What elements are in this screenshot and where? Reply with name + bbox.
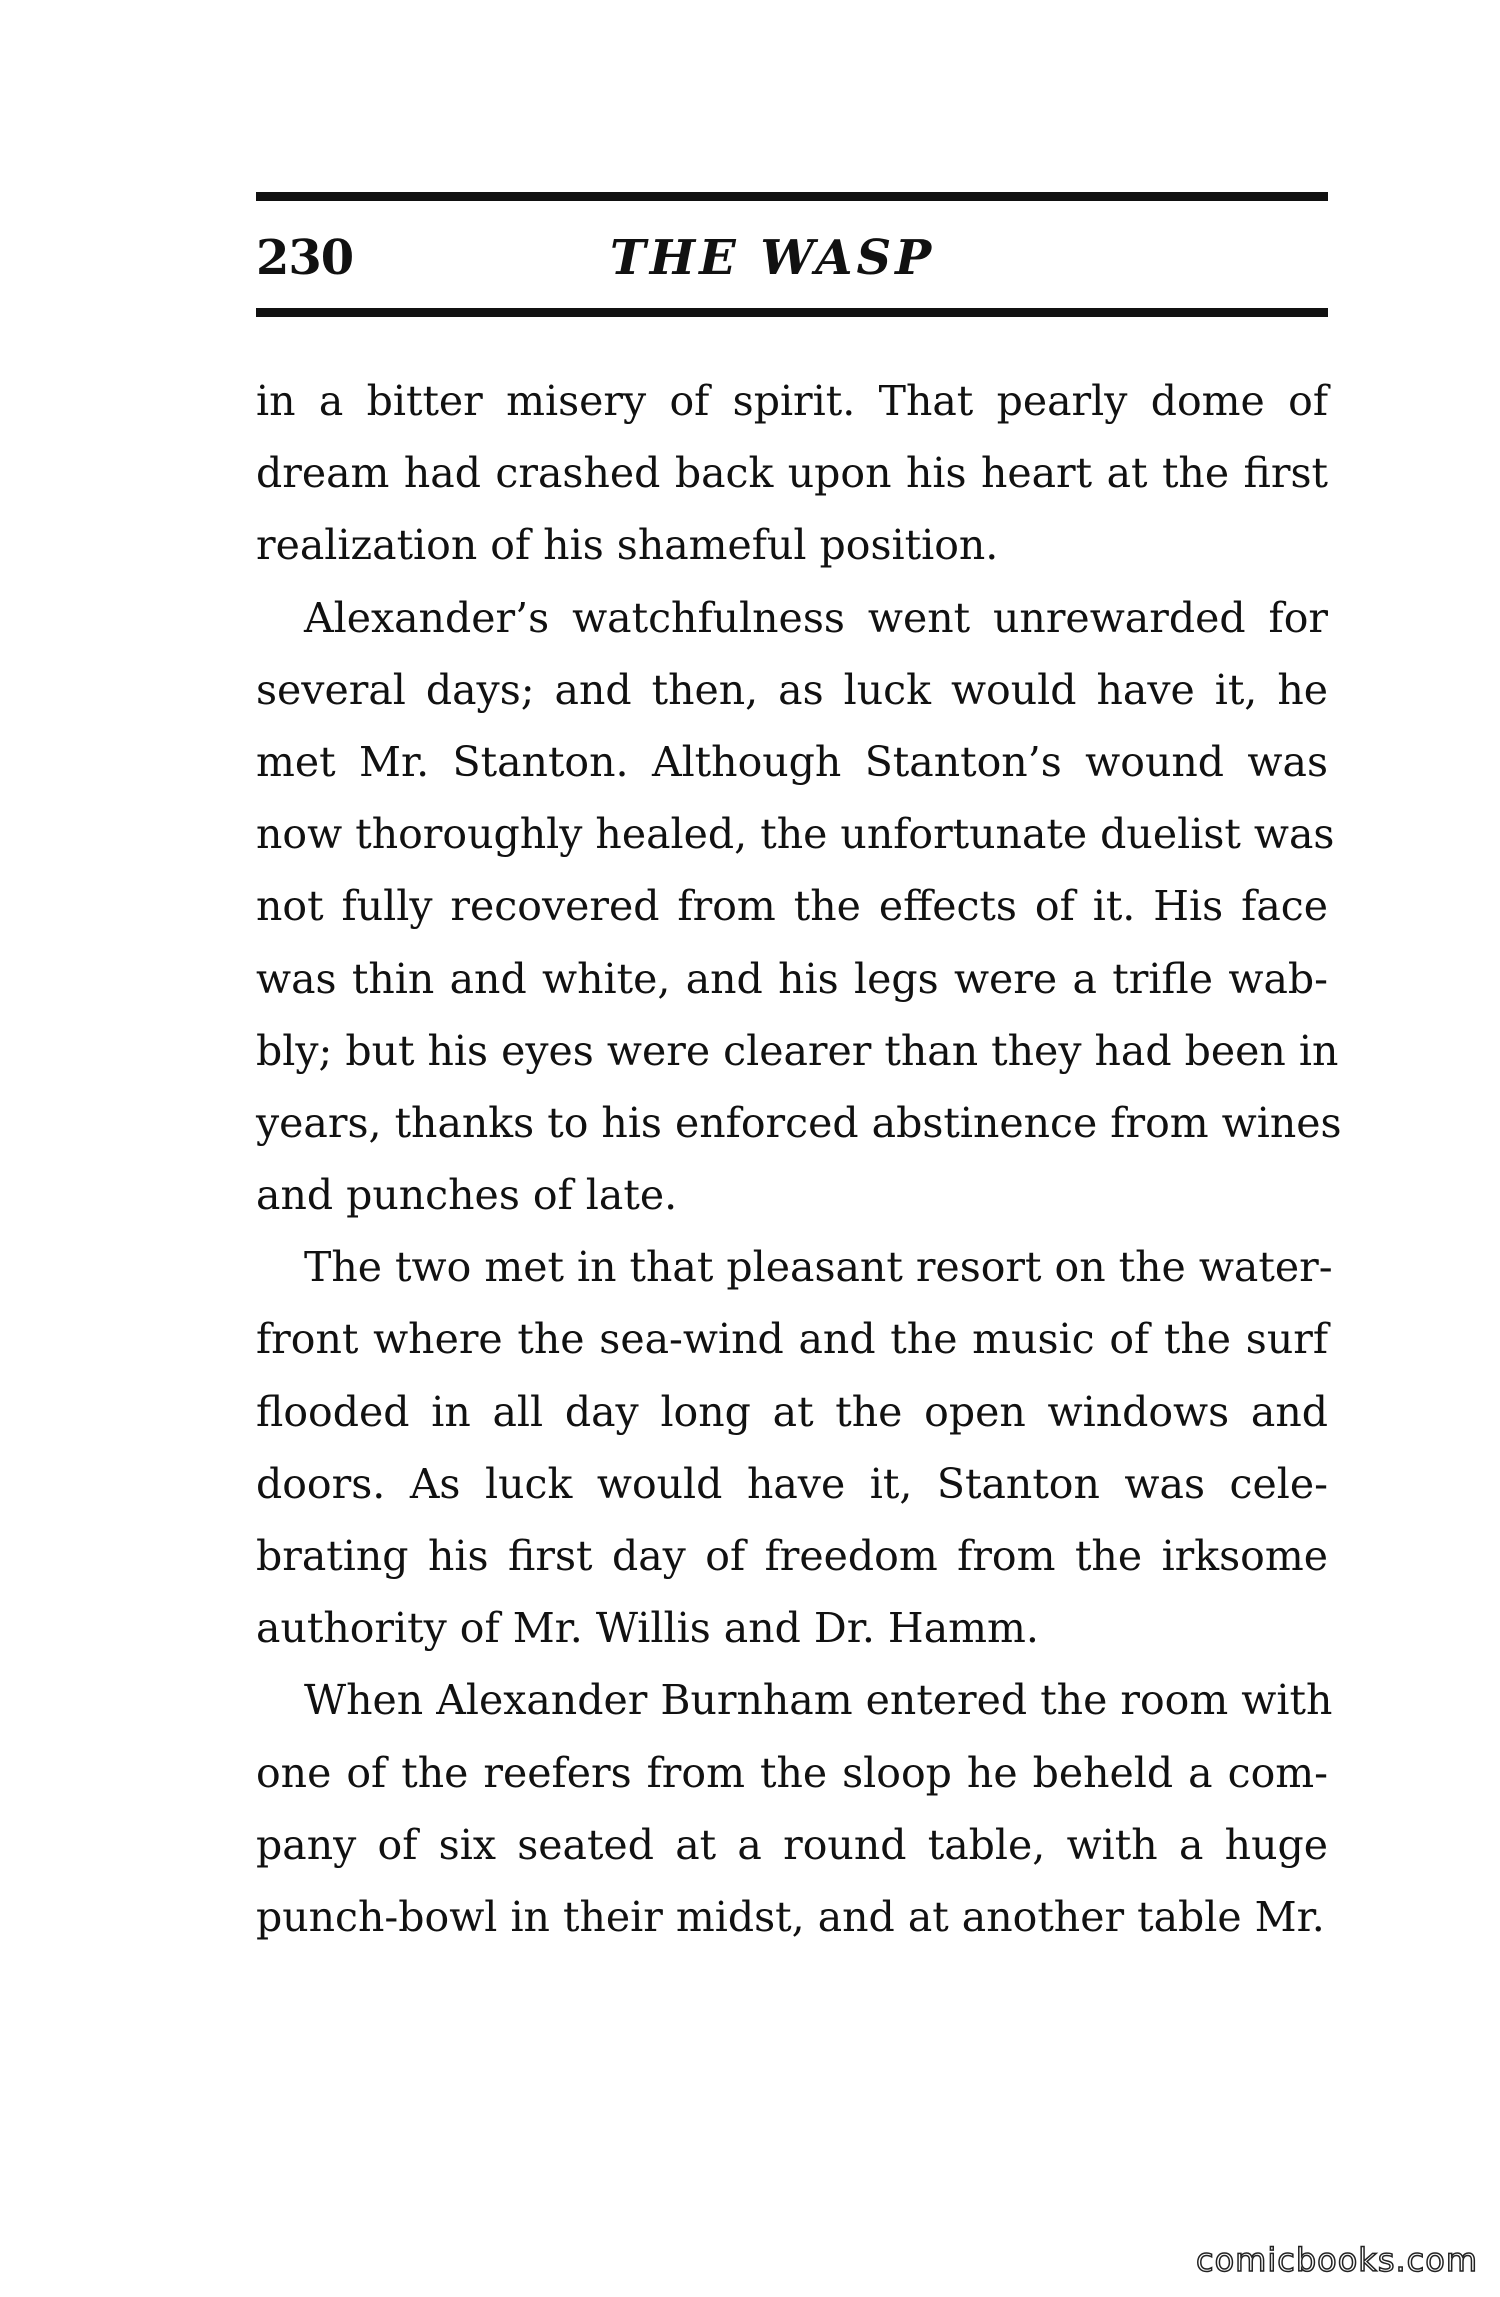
paragraph [256,1664,1333,1953]
text-line: realization of his shameful position. [256,521,999,570]
text-line: pany of six seated at a round table, with a huge [256,1820,1328,1869]
body-text [256,365,1342,1953]
text-line: doors. As luck would have it, Stanton was cele- [256,1459,1328,1508]
text-line: flooded in all day long at the open windows and [256,1387,1328,1436]
running-title: THE WASP [610,230,936,286]
text-line: front where the sea-wind and the music of the surf [256,1315,1328,1364]
text-line: was thin and white, and his legs were a trifle wab- [256,954,1328,1003]
paragraph [256,1231,1333,1664]
text-line: dream had crashed back upon his heart at the first [256,449,1328,498]
text-line: brating his first day of freedom from the irksome [256,1532,1328,1580]
text-line: Alexander’s watchfulness went unrewarded for [304,593,1328,642]
text-line: several days; and then, as luck would have it, he [256,665,1328,714]
text-line: met Mr. Stanton. Although Stanton’s wound was [256,737,1328,786]
text-line: one of the reefers from the sloop he beheld a com- [256,1748,1328,1797]
text-line: authority of Mr. Willis and Dr. Hamm. [256,1604,1039,1653]
header-top-rule [256,192,1328,201]
text-line: When Alexander Burnham entered the room with [304,1676,1333,1725]
paragraph [256,582,1342,1232]
header-bottom-rule [256,308,1328,317]
text-line: now thoroughly healed, the unfortunate duelist was [256,810,1335,859]
page-number: 230 [256,230,354,286]
paragraph [256,365,1328,582]
text-line: bly; but his eyes were clearer than they had been in [256,1026,1339,1075]
text-line: and punches of late. [256,1171,678,1220]
text-line: years, thanks to his enforced abstinence from wines [256,1098,1342,1147]
text-line: The two met in that pleasant resort on the water- [304,1243,1333,1292]
text-line: in a bitter misery of spirit. That pearly dome of [256,377,1328,425]
watermark-logo: comicbooks.com [1195,2241,1478,2279]
text-line: not fully recovered from the effects of it. His face [256,882,1328,931]
text-line: punch-bowl in their midst, and at another table Mr. [256,1892,1325,1941]
